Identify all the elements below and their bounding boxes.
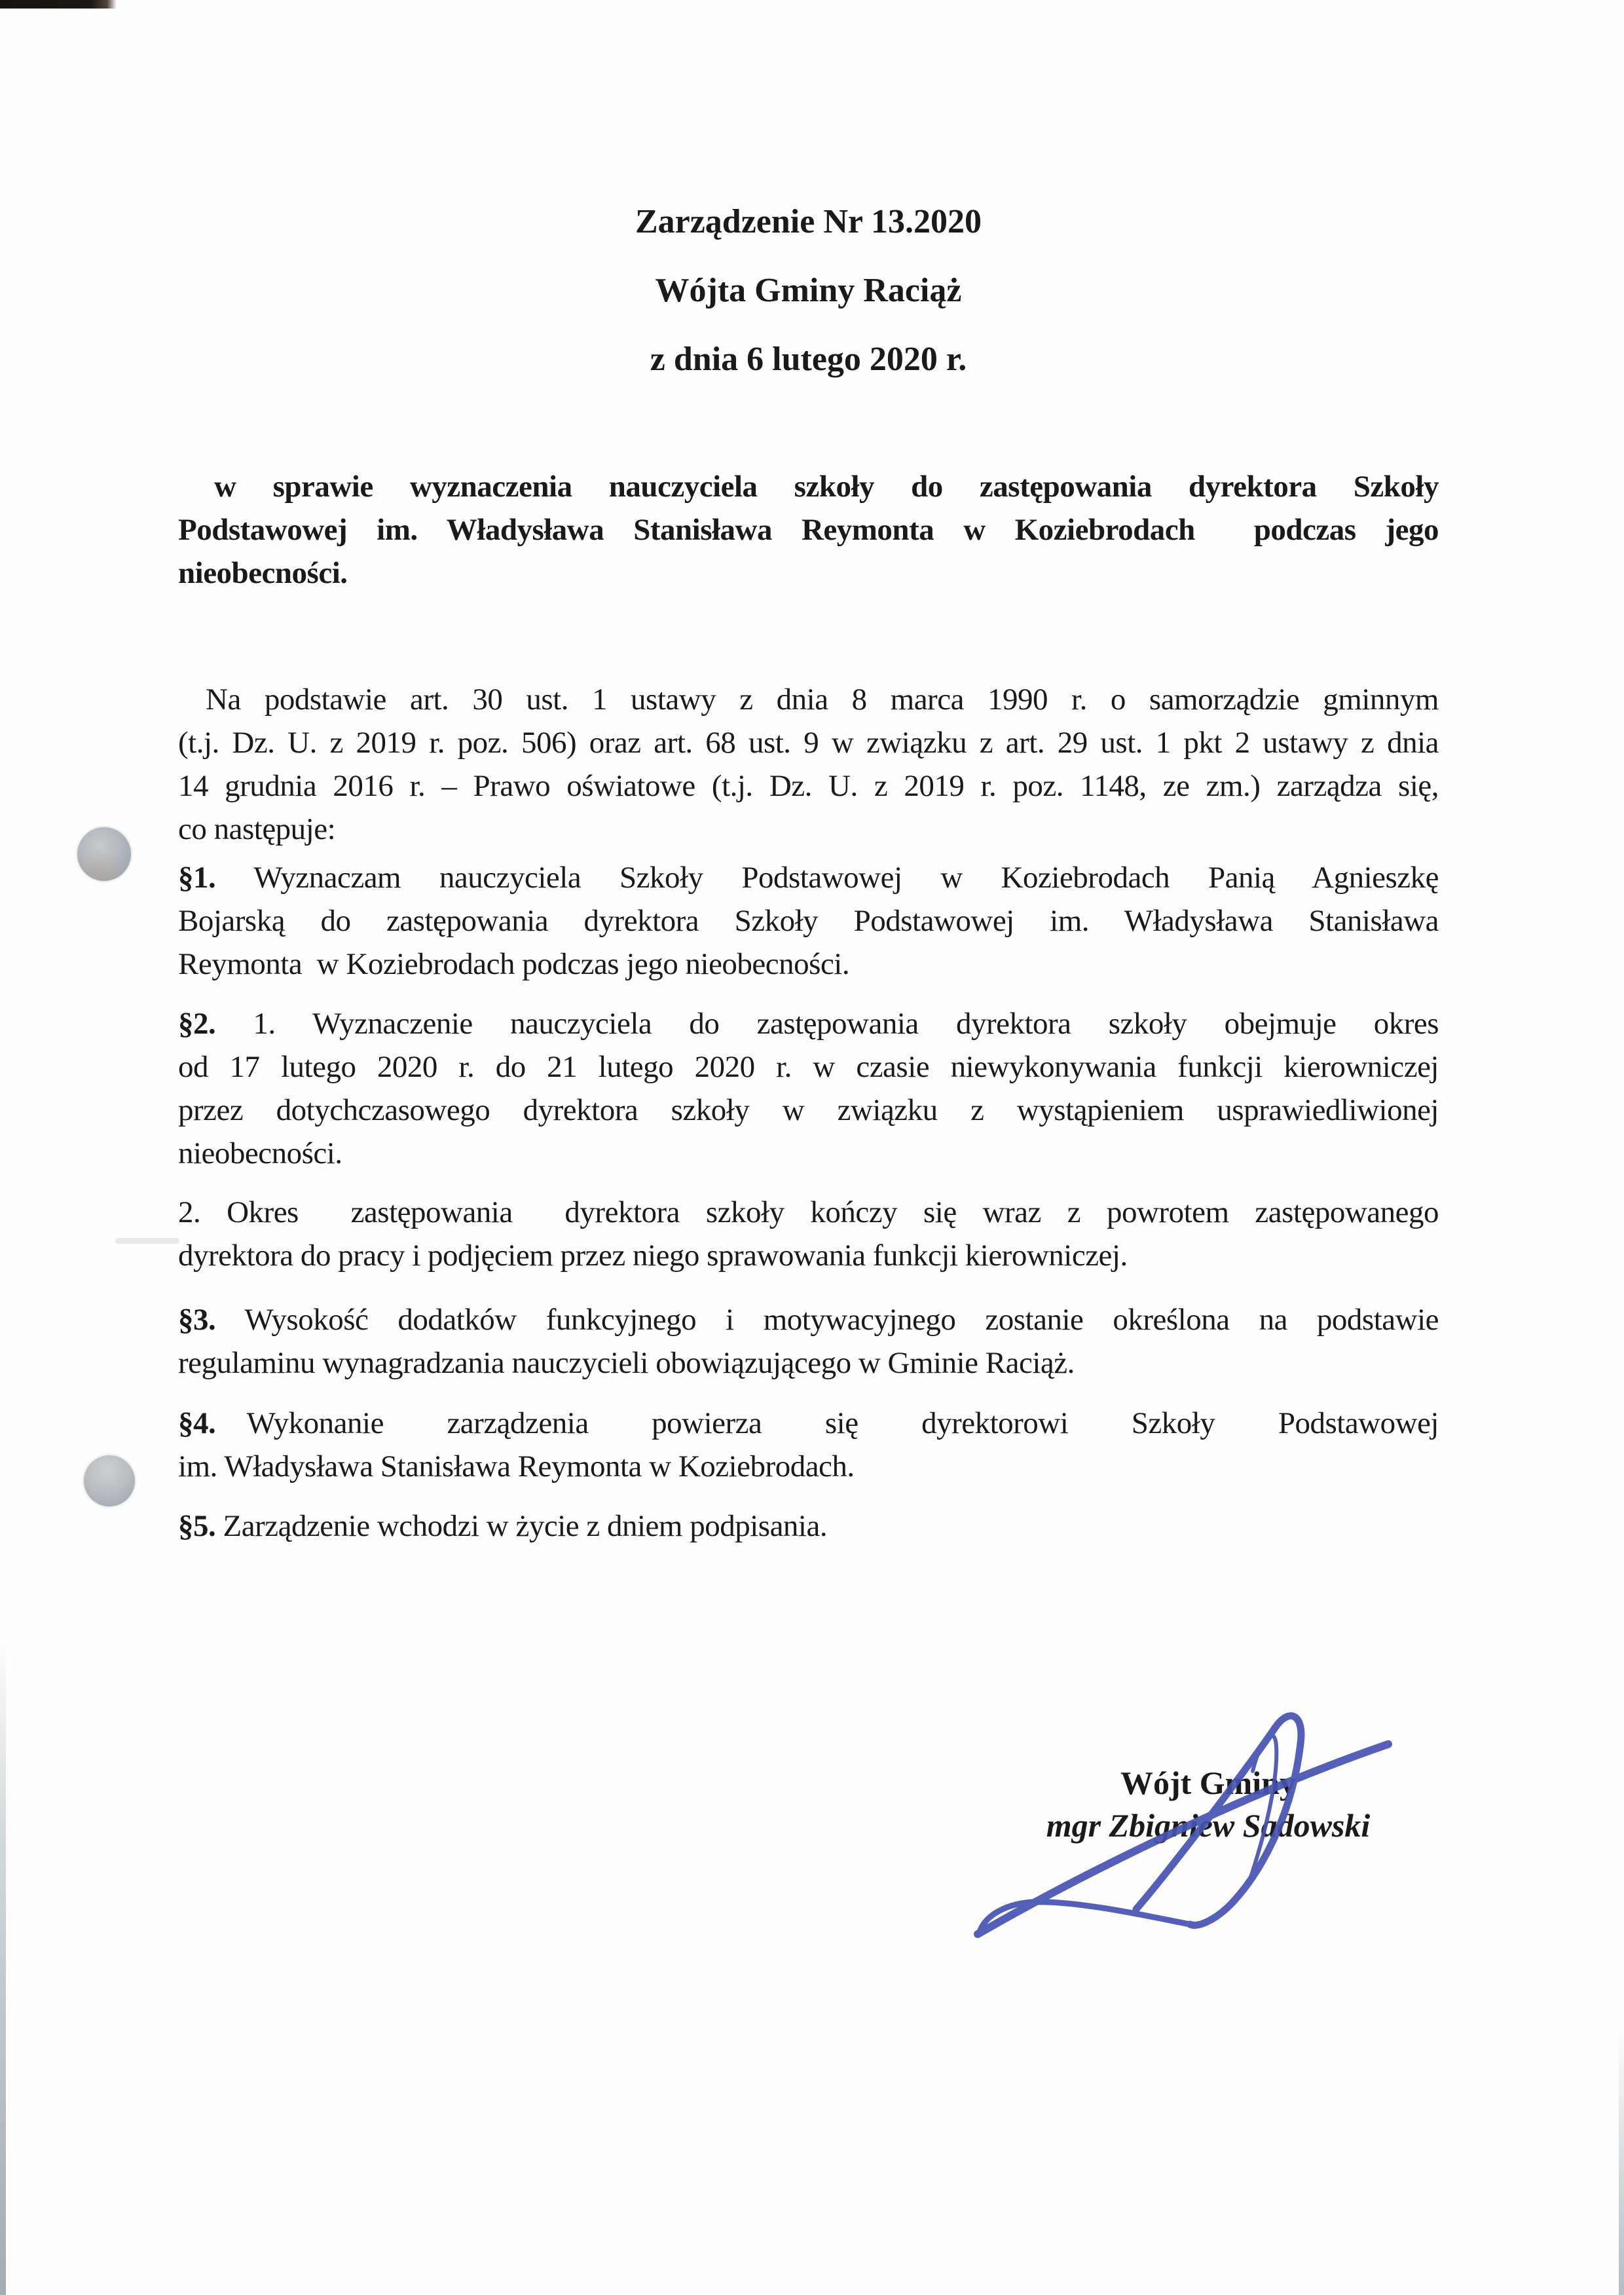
text-line: im. Władysława Stanisława Reymonta w Koziebrodach. <box>178 1449 855 1483</box>
text-line: nieobecności. <box>178 556 348 590</box>
section-marker: §1. <box>178 861 216 895</box>
text-line: co następuje: <box>178 812 336 846</box>
left-edge-shadow <box>0 1637 6 2295</box>
text-line: §2. 1. Wyznaczenie nauczyciela do zastępowania dyrektora szkoły obejmuje okres <box>178 1007 1439 1041</box>
text-line: Reymonta w Koziebrodach podczas jego nieobecności. <box>178 947 850 981</box>
text-line: §1. Wyznaczam nauczyciela Szkoły Podstawowej w Koziebrodach Panią Agnieszkę <box>178 861 1439 895</box>
text-line: 14 grudnia 2016 r. – Prawo oświatowe (t.j. Dz. U. z 2019 r. poz. 1148, ze zm.) zarządza się, <box>178 769 1439 803</box>
text-line: 2. Okres zastępowania dyrektora szkoły kończy się wraz z powrotem zastępowanego <box>178 1195 1439 1229</box>
text-line: Podstawowej im. Władysława Stanisława Reymonta w Koziebrodach podczas jego <box>178 513 1439 547</box>
text-line: §4. Wykonanie zarządzenia powierza się dyrektorowi Szkoły Podstawowej <box>178 1406 1439 1440</box>
text-line: §3. Wysokość dodatków funkcyjnego i motywacyjnego zostanie określona na podstawie <box>178 1303 1439 1337</box>
title-line-number: Zarządzenie Nr 13.2020 <box>635 203 982 240</box>
subject-paragraph <box>178 465 1439 595</box>
section-marker: §4. <box>178 1406 216 1440</box>
section-2-point-2-paragraph <box>178 1191 1439 1277</box>
text-line: przez dotychczasowego dyrektora szkoły w związku z wystąpieniem usprawiedliwionej <box>178 1093 1439 1127</box>
legal-basis-paragraph <box>178 678 1439 851</box>
text-line: nieobecności. <box>178 1136 342 1170</box>
title-line-issuer: Wójta Gminy Raciąż <box>655 272 962 309</box>
section-5-paragraph <box>178 1504 1439 1548</box>
hole-punch-bottom <box>84 1455 135 1506</box>
signature-pen-stroke-bottom-arc <box>980 1902 1190 1932</box>
text-line: §5. Zarządzenie wchodzi w życie z dniem podpisania. <box>178 1509 828 1543</box>
scan-corner-artifact <box>0 0 117 9</box>
section-marker: §3. <box>178 1303 216 1337</box>
section-1-paragraph <box>178 856 1439 986</box>
document-title-block <box>178 187 1439 394</box>
right-edge-shadow <box>1619 2024 1624 2295</box>
text-line: dyrektora do pracy i podjęciem przez niego sprawowania funkcji kierowniczej. <box>178 1239 1128 1273</box>
section-3-paragraph <box>178 1298 1439 1385</box>
hole-punch-top <box>77 827 131 881</box>
section-marker: §2. <box>178 1007 216 1041</box>
text-line: regulaminu wynagradzania nauczycieli obowiązującego w Gminie Raciąż. <box>178 1346 1075 1380</box>
text-line: w sprawie wyznaczenia nauczyciela szkoły do zastępowania dyrektora Szkoły <box>214 470 1439 504</box>
signature-name-label: mgr Zbigniew Sadowski <box>1046 1807 1371 1844</box>
text-line: (t.j. Dz. U. z 2019 r. poz. 506) oraz art. 68 ust. 9 w związku z art. 29 ust. 1 pkt 2 ustawy z dnia <box>178 726 1439 760</box>
text-line: Na podstawie art. 30 ust. 1 ustawy z dnia 8 marca 1990 r. o samorządzie gminnym <box>206 682 1439 717</box>
text-line: Bojarską do zastępowania dyrektora Szkoły Podstawowej im. Władysława Stanisława <box>178 904 1439 938</box>
title-line-date: z dnia 6 lutego 2020 r. <box>650 341 967 378</box>
scan-dash-artifact <box>115 1238 179 1244</box>
section-4-paragraph <box>178 1402 1439 1488</box>
section-marker: §5. <box>178 1509 216 1543</box>
section-2-point-1-paragraph <box>178 1002 1439 1175</box>
signature-role-label: Wójt Gminy <box>1120 1764 1297 1801</box>
text-line: od 17 lutego 2020 r. do 21 lutego 2020 r. w czasie niewykonywania funkcji kierowniczej <box>178 1050 1439 1084</box>
